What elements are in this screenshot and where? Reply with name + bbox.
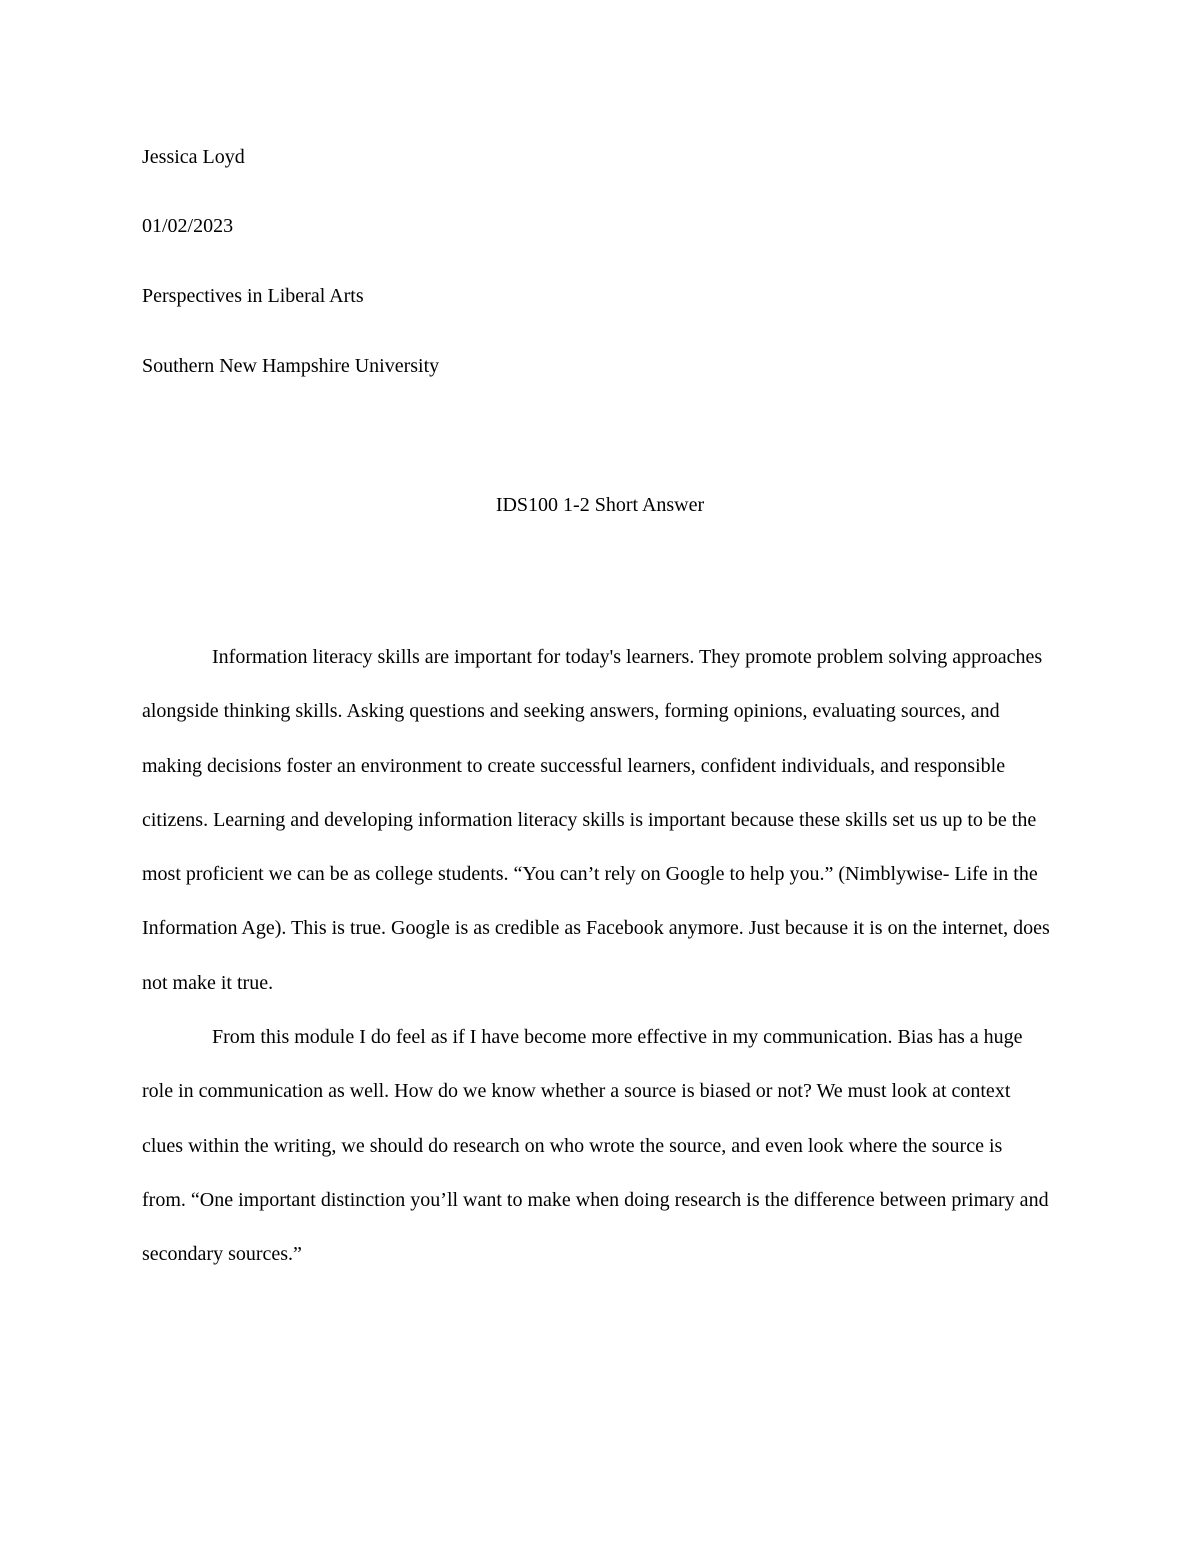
document-body bbox=[142, 630, 1050, 1282]
date: 01/02/2023 bbox=[142, 215, 234, 237]
institution-name: Southern New Hampshire University bbox=[142, 355, 440, 377]
author-name: Jessica Loyd bbox=[142, 146, 245, 168]
document-title: IDS100 1-2 Short Answer bbox=[495, 494, 705, 516]
course-name: Perspectives in Liberal Arts bbox=[142, 285, 364, 307]
paragraph-2: From this module I do feel as if I have become more effective in my communication. Bias has a huge role in communication as well. How do we know whether a source is biased or not? We must look at context clues within the writing, we should do research on who wrote the source, and even look where the source is from. “One important distinction you’ll want to make when doing research is the difference between primary and secondary sources.” bbox=[142, 1026, 1049, 1266]
paragraph-1: Information literacy skills are important for today's learners. They promote problem solving approaches alongside thinking skills. Asking questions and seeking answers, forming opinions, evaluating sources, and making decisions foster an environment to create successful learners, confident individuals, and responsible citizens. Learning and developing information literacy skills is important because these skills set us up to be the most proficient we can be as college students. “You can’t rely on Google to help you.” (Nimblywise- Life in the Information Age). This is true. Google is as credible as Facebook anymore. Just because it is on the internet, does not make it true. bbox=[142, 646, 1050, 994]
